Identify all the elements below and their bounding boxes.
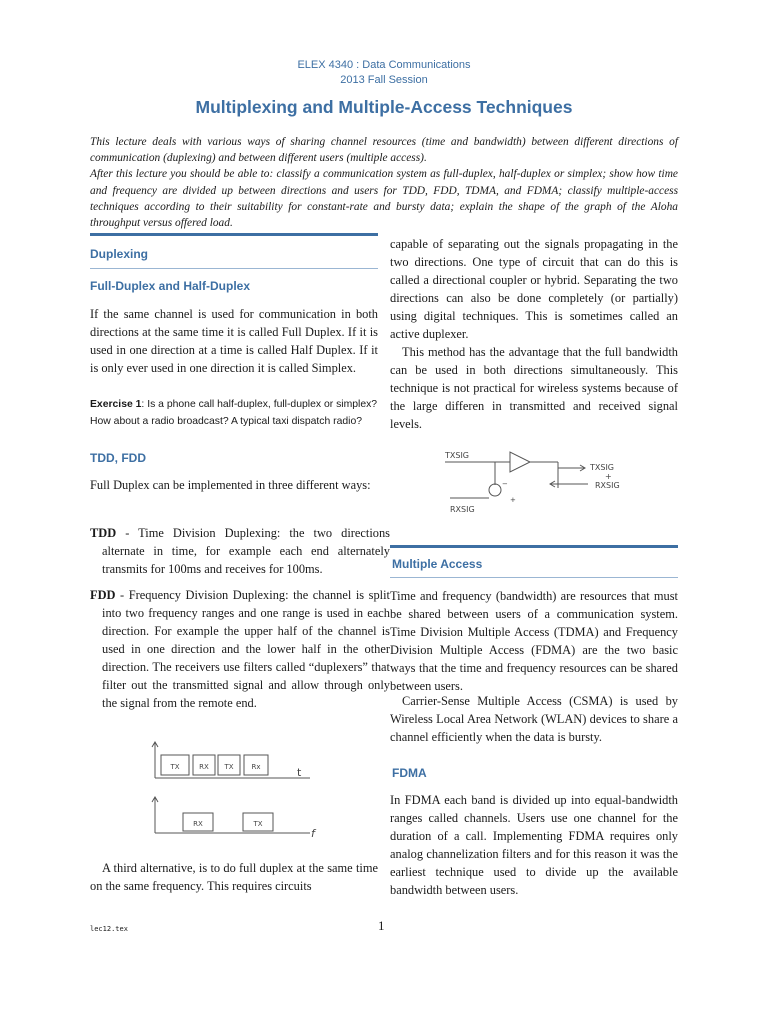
rxsig-output-label: RXSIG: [595, 481, 620, 490]
fdd-band-label: RX: [193, 820, 203, 828]
fdd-definition: [90, 586, 390, 712]
section-heading-duplexing: Duplexing: [90, 247, 149, 261]
tdd-slot-label: TX: [170, 763, 180, 771]
duplex-definition-paragraph: If the same channel is used for communication in both directions at the same time it is called Full Duplex. If it is used in one direction at a time is called Half Duplex. If it is only ever used in one direction it is called Simplex.: [90, 307, 378, 375]
abstract-intro: This lecture deals with various ways of sharing channel resources (time and bandwidth) between different directions of communication (duplexing) and between different users (multiple access).: [90, 136, 678, 165]
fdd-term: FDD: [90, 588, 116, 602]
frequency-axis-label: f: [311, 827, 315, 840]
section-rule-thin: [390, 577, 678, 578]
hybrid-circuit-diagram: [440, 440, 640, 520]
tdd-slot-label: RX: [199, 763, 209, 771]
multiple-access-paragraph: Time and frequency (bandwidth) are resources that must be shared between users of a communication system. Time Division Multiple Access (TDMA) and Frequency Division Multiple Access (FDMA) are the two basic ways that the time and frequency resources can be shared between users.: [390, 589, 678, 693]
plus-sign: +: [605, 472, 612, 481]
fdd-band-label: TX: [253, 820, 263, 828]
abstract-objectives: After this lecture you should be able to: classify a communication system as full-duplex, half-duplex or simplex; show how time and frequency are divided up between directions and users for TDD, FDD, TDMA, and FDMA; classify multiple-access techniques according to their suitability for constant-rate and bursty data; explain the shape of the graph of the Aloha throughput versus offered load.: [90, 168, 678, 230]
subsection-heading-fdma: FDMA: [392, 766, 427, 780]
summing-junction-icon: [489, 484, 501, 496]
fdd-text: - Frequency Division Duplexing: the channel is split into two frequency ranges and one range is used in each direction. For example the upper half of the channel is used in one direction and the lower half in the other direction. The receivers use filters called “duplexers” that filter out the transmitted signal and allow through only the signal from the remote end.: [102, 588, 390, 710]
tdd-text: - Time Division Duplexing: the two directions alternate in time, for example each end alternately transmits for 100ms and receives for 100ms.: [102, 526, 390, 576]
exercise-label: Exercise 1: [90, 399, 142, 410]
source-filename: lec12.tex: [90, 925, 128, 933]
amplifier-icon: [510, 452, 530, 472]
tdd-term: TDD: [90, 526, 117, 540]
rxsig-label: RXSIG: [450, 505, 475, 514]
exercise-1: [90, 396, 378, 430]
fdd-frequency-diagram: [145, 793, 325, 843]
tddfdd-intro: Full Duplex can be implemented in three different ways:: [90, 478, 371, 492]
fdma-paragraph: In FDMA each band is divided up into equal-bandwidth ranges called channels. Users use one channel for the duration of a call. Implementing FDMA requires only analog channelization filters and for this reason it was the earliest technique used to divide up the available bandwidth between users.: [390, 793, 678, 897]
course-title: ELEX 4340 : Data Communications: [297, 59, 471, 71]
section-rule: [390, 545, 678, 548]
time-axis-label: t: [297, 766, 302, 779]
tdd-slot-label: TX: [224, 763, 234, 771]
txsig-input-label: TXSIG: [445, 451, 470, 460]
subsection-heading-full-half-duplex: Full-Duplex and Half-Duplex: [90, 279, 251, 293]
third-alternative-paragraph: A third alternative, is to do full duplex at the same time on the same frequency. This requires circuits: [90, 861, 378, 893]
abstract: [90, 134, 678, 231]
tdd-slot-label: Rx: [251, 763, 261, 771]
continued-paragraph: capable of separating out the signals propagating in the two directions. One type of circuit that can do this is called a directional coupler or hybrid. Separating the two directions can also be done completely (or partially) using digital techniques. This is sometimes called an active duplexer.: [390, 237, 678, 341]
section-rule-thin: [90, 268, 378, 269]
tdd-time-diagram: [145, 738, 320, 788]
section-rule: [90, 233, 378, 236]
sum-plus-sign: +: [510, 496, 516, 504]
advantage-paragraph: This method has the advantage that the full bandwidth can be used in both directions simultaneously. This technique is not practical for wireless systems because of the large differen in transmitted and received signal levels.: [390, 345, 678, 431]
exercise-text: : Is a phone call half-duplex, full-duplex or simplex? How about a radio broadcast? A typical taxi dispatch radio?: [90, 399, 378, 427]
csma-paragraph: Carrier-Sense Multiple Access (CSMA) is used by Wireless Local Area Network (WLAN) devices to share a channel efficiently when the data is bursty.: [390, 694, 678, 744]
subsection-heading-tdd-fdd: TDD, FDD: [90, 451, 146, 465]
session-label: 2013 Fall Session: [340, 74, 428, 86]
section-heading-multiple-access: Multiple Access: [392, 557, 483, 571]
minus-sign: −: [502, 480, 508, 488]
page-number: 1: [378, 918, 385, 933]
tdd-definition: [90, 524, 390, 578]
txsig-output-label: TXSIG: [590, 463, 615, 472]
page-title: Multiplexing and Multiple-Access Techniques: [195, 97, 573, 117]
